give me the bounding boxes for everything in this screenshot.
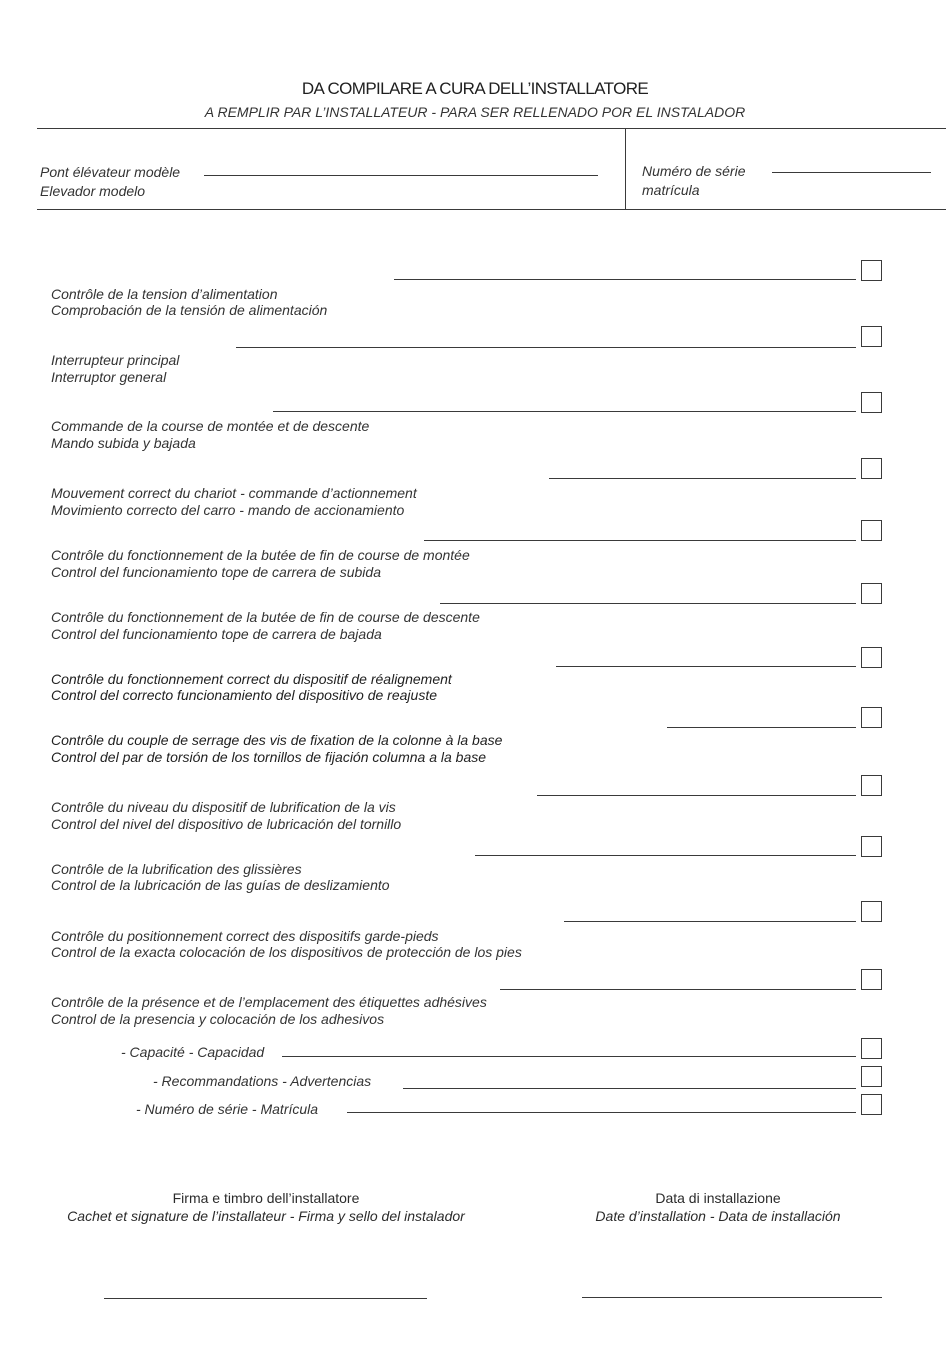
check-line[interactable] xyxy=(273,411,856,412)
checkbox[interactable] xyxy=(861,775,882,796)
sub-check-label: - Numéro de série - Matrícula xyxy=(136,1101,319,1117)
check-label-fr: Contrôle de la tension d’alimentation xyxy=(51,286,278,302)
check-line[interactable] xyxy=(394,279,856,280)
signature-label-it: Firma e timbro dell’installatore xyxy=(172,1190,360,1206)
check-label-es: Control del par de torsión de los tornillos de fijación columna a la base xyxy=(51,749,487,765)
serial-label-es: matrícula xyxy=(642,182,700,198)
check-line[interactable] xyxy=(500,989,856,990)
divider-vertical xyxy=(625,128,626,209)
checkbox[interactable] xyxy=(861,458,882,479)
checkbox[interactable] xyxy=(861,520,882,541)
check-label-fr: Contrôle de la lubrification des glissières xyxy=(51,861,302,877)
sub-check-line[interactable] xyxy=(282,1056,856,1057)
install-date-label-block xyxy=(568,1189,868,1225)
signature-label-block xyxy=(38,1189,494,1225)
form-subtitle: A REMPLIR PAR L’INSTALLATEUR - PARA SER RELLENADO POR EL INSTALADOR xyxy=(204,104,746,120)
check-label-fr: Contrôle de la présence et de l’emplacement des étiquettes adhésives xyxy=(51,994,487,1010)
check-label-fr: Contrôle du fonctionnement de la butée de fin de course de montée xyxy=(51,547,470,563)
check-label-fr: Contrôle du niveau du dispositif de lubrification de la vis xyxy=(51,799,396,815)
check-label-es: Control del funcionamiento tope de carrera de subida xyxy=(51,564,381,580)
checkbox[interactable] xyxy=(861,326,882,347)
checkbox[interactable] xyxy=(861,392,882,413)
form-title: DA COMPILARE A CURA DELL’INSTALLATORE xyxy=(301,79,649,98)
serial-field[interactable] xyxy=(772,172,931,173)
check-label-es: Control de la exacta colocación de los dispositivos de protección de los pies xyxy=(51,944,522,960)
check-label-es: Comprobación de la tensión de alimentación xyxy=(51,302,328,318)
install-date-label-fr-es: Date d’installation - Data de installación xyxy=(595,1208,841,1224)
sub-check-line[interactable] xyxy=(347,1112,856,1113)
check-line[interactable] xyxy=(440,603,856,604)
checkbox[interactable] xyxy=(861,647,882,668)
install-date-field[interactable] xyxy=(582,1297,882,1298)
check-label-es: Control de la presencia y colocación de los adhesivos xyxy=(51,1011,385,1027)
model-label-fr: Pont élévateur modèle xyxy=(40,164,181,180)
check-label-es: Movimiento correcto del carro - mando de accionamiento xyxy=(51,502,405,518)
checkbox[interactable] xyxy=(861,583,882,604)
model-field[interactable] xyxy=(204,175,598,176)
checkbox[interactable] xyxy=(861,260,882,281)
check-label-es: Control del funcionamiento tope de carrera de bajada xyxy=(51,626,382,642)
check-line[interactable] xyxy=(236,347,856,348)
divider-bottom xyxy=(37,209,946,210)
check-label-es: Mando subida y bajada xyxy=(51,435,196,451)
check-label-es: Control del correcto funcionamiento del dispositivo de reajuste xyxy=(51,687,437,703)
check-label-fr: Mouvement correct du chariot - commande d’actionnement xyxy=(51,485,417,501)
check-line[interactable] xyxy=(549,478,856,479)
check-line[interactable] xyxy=(564,921,856,922)
signature-label-fr-es: Cachet et signature de l’installateur - Firma y sello del instalador xyxy=(67,1208,465,1224)
check-label-fr: Contrôle du couple de serrage des vis de fixation de la colonne à la base xyxy=(51,732,503,748)
check-label-fr: Contrôle du fonctionnement correct du dispositif de réalignement xyxy=(51,671,452,687)
check-line[interactable] xyxy=(475,855,856,856)
check-line[interactable] xyxy=(537,795,856,796)
check-label-fr: Contrôle du fonctionnement de la butée de fin de course de descente xyxy=(51,609,480,625)
check-label-fr: Interrupteur principal xyxy=(51,352,180,368)
divider-top xyxy=(37,128,946,129)
checkbox[interactable] xyxy=(861,1038,882,1059)
install-date-label-it: Data di installazione xyxy=(655,1190,781,1206)
checkbox[interactable] xyxy=(861,1094,882,1115)
serial-label-fr: Numéro de série xyxy=(642,163,746,179)
check-label-fr: Commande de la course de montée et de descente xyxy=(51,418,370,434)
signature-field[interactable] xyxy=(104,1298,427,1299)
check-line[interactable] xyxy=(667,727,856,728)
checkbox[interactable] xyxy=(861,707,882,728)
sub-check-line[interactable] xyxy=(403,1088,856,1089)
sub-check-label: - Capacité - Capacidad xyxy=(121,1044,265,1060)
check-label-es: Control del nivel del dispositivo de lubricación del tornillo xyxy=(51,816,402,832)
check-label-es: Control de la lubricación de las guías de deslizamiento xyxy=(51,877,390,893)
check-label-fr: Contrôle du positionnement correct des dispositifs garde-pieds xyxy=(51,928,439,944)
model-label-es: Elevador modelo xyxy=(40,183,146,199)
sub-check-label: - Recommandations - Advertencias xyxy=(153,1073,372,1089)
check-line[interactable] xyxy=(556,666,856,667)
checkbox[interactable] xyxy=(861,836,882,857)
checkbox[interactable] xyxy=(861,1066,882,1087)
checkbox[interactable] xyxy=(861,901,882,922)
check-line[interactable] xyxy=(424,540,856,541)
check-label-es: Interruptor general xyxy=(51,369,167,385)
checkbox[interactable] xyxy=(861,969,882,990)
